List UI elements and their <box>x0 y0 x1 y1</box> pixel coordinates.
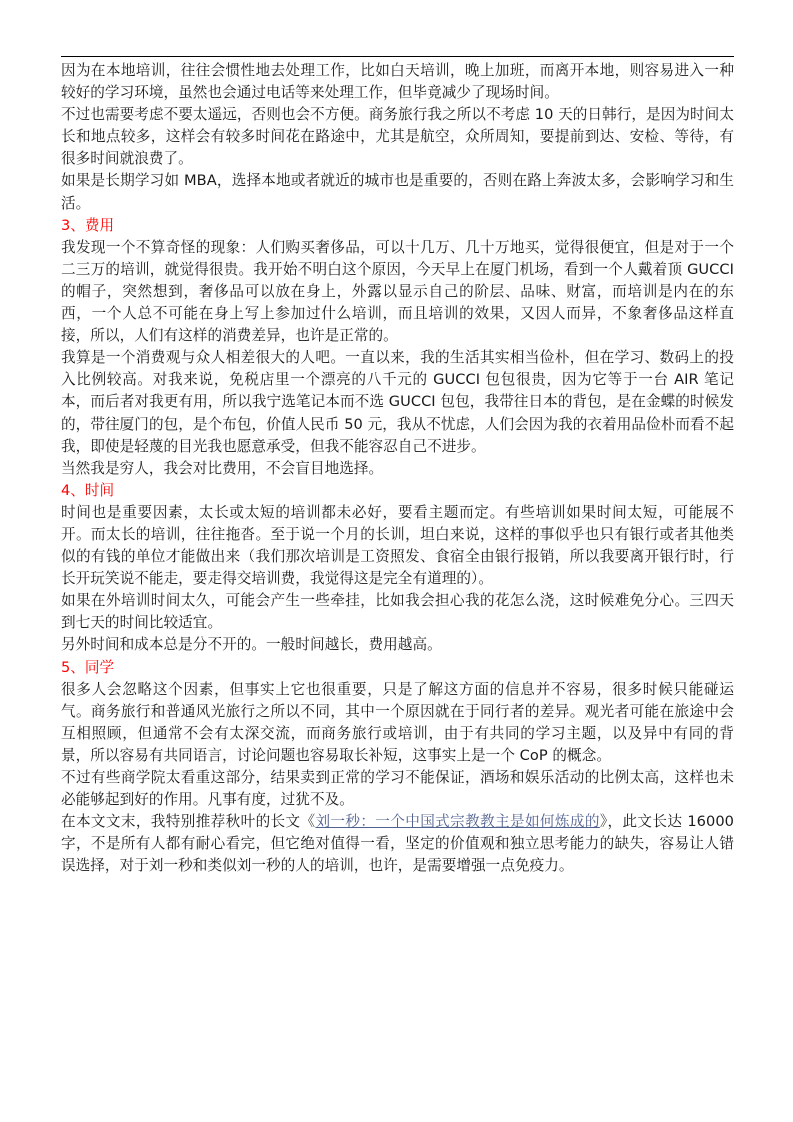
recommendation-text-before: 在本文文末，我特别推荐秋叶的长文《 <box>61 813 316 831</box>
paragraph-distance-consideration: 不过也需要考虑不要太遥远，否则也会不方便。商务旅行我之所以不考虑 10 天的日韩行，是因为时间太长和地点较多，这样会有较多时间花在路途中，尤其是航空，众所周知，要提前到达、安检、等待，有很多时间就浪费了。 <box>61 106 734 168</box>
heading-section-5-classmates: 5、同学 <box>61 658 115 676</box>
paragraph-mba-location: 如果是长期学习如 MBA，选择本地或者就近的城市也是重要的，否则在路上奔波太多，会影响学习和生活。 <box>61 172 734 212</box>
paragraph-luxury-vs-training: 我发现一个不算奇怪的现象：人们购买奢侈品，可以十几万、几十万地买，觉得很便宜，但是对于一个二三万的培训，就觉得很贵。我开始不明白这个原因，今天早上在厦门机场，看到一个人戴着顶 GUCCI 的帽子，突然想到，奢侈品可以放在身上，外露以显示自己的阶层、品味、财富，而培训是内在的东西，一个人总不可能在身上写上参加过什么培训，而且培训的效果，又因人而异，不象奢侈品这样直接，所以，人们有这样的消费差异，也许是正常的。 <box>61 238 734 345</box>
heading-section-4-time: 4、时间 <box>61 481 115 499</box>
paragraph-training-duration: 时间也是重要因素，太长或太短的培训都未必好，要看主题而定。有些培训如果时间太短，可能展不开。而太长的培训，往往拖沓。至于说一个月的长训，坦白来说，这样的事似乎也只有银行或者其他类似的有钱的单位才能做出来（我们那次培训是工资照发、食宿全由银行报销，所以我要离开银行时，行长开玩笑说不能走，要走得交培训费，我觉得这是完全有道理的）。 <box>61 503 734 588</box>
header-separator-rule <box>61 56 734 57</box>
paragraph-compare-cost: 当然我是穷人，我会对比费用，不会盲目地选择。 <box>61 459 384 477</box>
paragraph-local-training: 因为在本地培训，往往会惯性地去处理工作，比如白天培训，晚上加班，而离开本地，则容易进入一种较好的学习环境，虽然也会通过电话等来处理工作，但毕竟减少了现场时间。 <box>61 62 734 102</box>
heading-section-3-fee: 3、费用 <box>61 216 115 234</box>
recommendation-text-after: 》，此文长达 16000 字，不是所有人都有耐心看完，但它绝对值得一看，坚定的价值观和独立思考能力的缺失，容易让人错误选择，对于刘一秒和类似刘一秒的人的培训，也许，是需要增强一点免疫力。 <box>61 813 734 875</box>
paragraph-away-too-long: 如果在外培训时间太久，可能会产生一些牵挂，比如我会担心我的花怎么浇，这时候难免分心。三四天到七天的时间比较适宜。 <box>61 592 734 632</box>
paragraph-recommended-article <box>61 811 734 877</box>
document-body <box>61 56 734 877</box>
paragraph-personal-spending-view: 我算是一个消费观与众人相差很大的人吧。一直以来，我的生活其实相当俭朴，但在学习、数码上的投入比例较高。对我来说，免税店里一个漂亮的八千元的 GUCCI 包包很贵，因为它等于一台 AIR 笔记本，而后者对我更有用，所以我宁选笔记本而不选 GUCCI 包包，我带往日本的背包，是在金蝶的时候发的，带往厦门的包，是个布包，价值人民币 50 元，我从不忧虑，人们会因为我的衣着用品俭朴而看不起我，即使是轻蔑的目光我也愿意承受，但我不能容忍自己不进步。 <box>61 349 734 455</box>
paragraph-time-and-cost: 另外时间和成本总是分不开的。一般时间越长，费用越高。 <box>61 636 442 654</box>
recommended-article-link[interactable]: 刘一秒：一个中国式宗教教主是如何炼成的 <box>315 813 600 831</box>
paragraph-business-school-caution: 不过有些商学院太看重这部分，结果卖到正常的学习不能保证，酒场和娱乐活动的比例太高，这样也未必能够起到好的作用。凡事有度，过犹不及。 <box>61 769 734 809</box>
paragraph-classmates-importance: 很多人会忽略这个因素，但事实上它也很重要，只是了解这方面的信息并不容易，很多时候只能碰运气。商务旅行和普通风光旅行之所以不同，其中一个原因就在于同行者的差异。观光者可能在旅途中会互相照顾，但通常不会有太深交流，而商务旅行或培训，由于有共同的学习主题，以及异中有同的背景，所以容易有共同语言，讨论问题也容易取长补短，这事实上是一个 CoP 的概念。 <box>61 680 734 764</box>
